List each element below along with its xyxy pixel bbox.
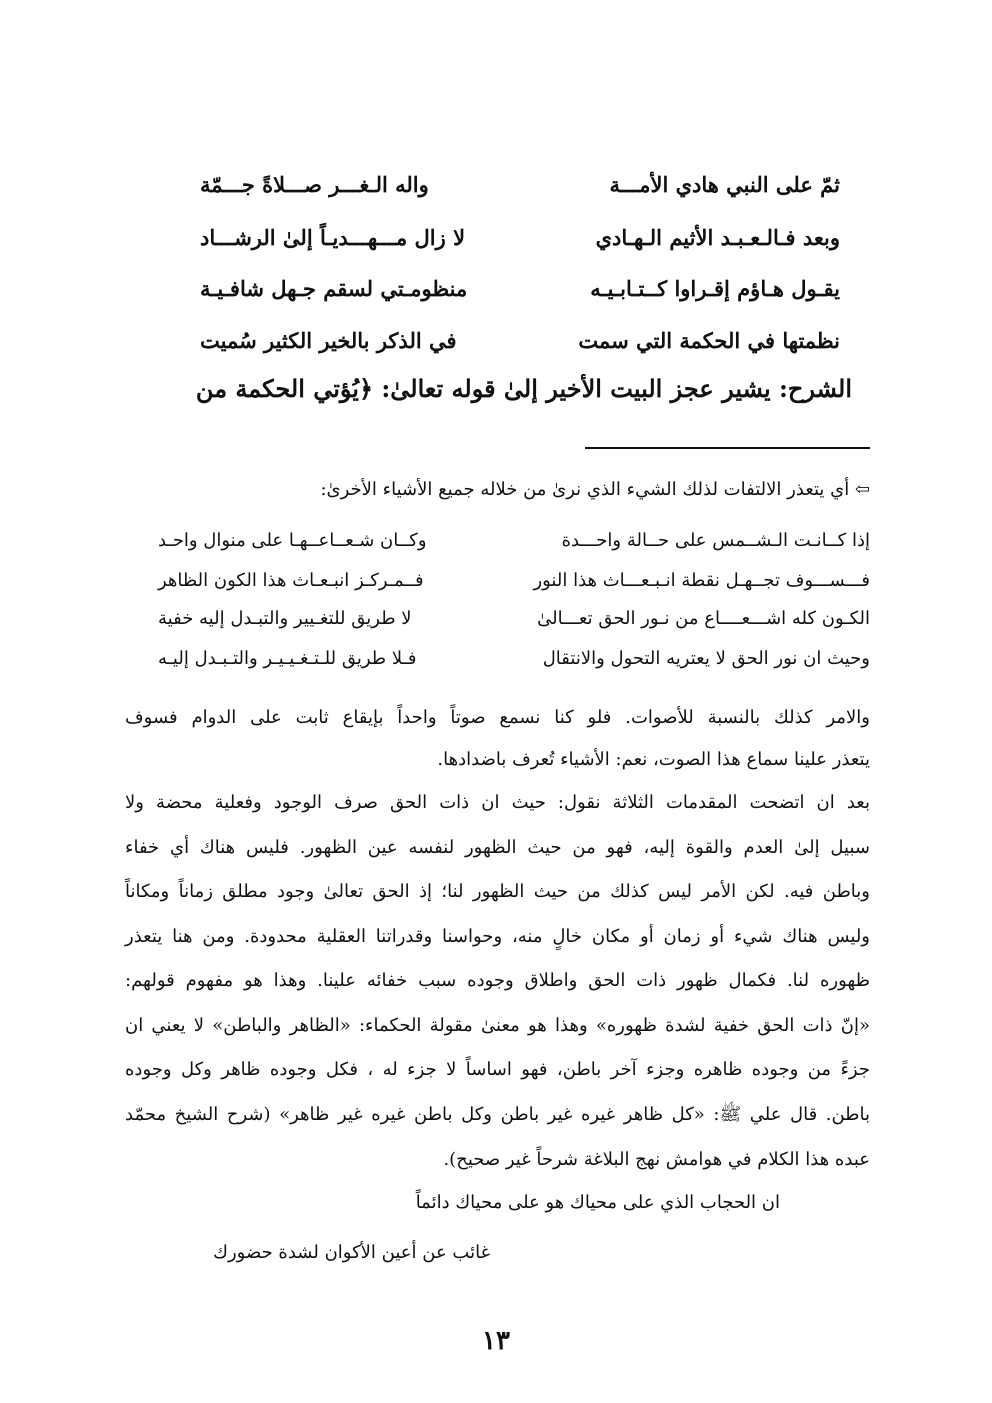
footnote-couplet-3 <box>158 598 870 638</box>
footnote-separator <box>585 447 870 449</box>
poem-couplet-2 <box>200 217 840 257</box>
footnote-hemistich-right: فـــســـوف تجــهـل نقطة انـبـعـــاث هذا النور <box>533 569 870 591</box>
footnote-hemistich-right: وحيث ان نور الحق لا يعتريه التحول والانتقال <box>542 647 870 669</box>
footnote-couplet-4 <box>158 638 870 678</box>
footnote-hemistich-left: لا طريق للتغـيير والتبـدل إليه خفية <box>158 607 412 629</box>
closing-verse-first: ان الحجاب الذي على محياك هو على محياك دائماً <box>415 1192 780 1213</box>
poem-hemistich-left: واله الـغـــر صـــلاةً جـــمّة <box>200 171 429 197</box>
footnote-hemistich-left: وكــان شـعــاعــهـا على منوال واحـد <box>158 529 427 551</box>
footnote-paragraph-line: والامر كذلك بالنسبة للأصوات. فلو كنا نسمع صوتاً واحداً بإيقاع ثابت على الدوام فسوف <box>125 707 870 728</box>
footnote-paragraph-line: وباطن فيه. لكن الأمر ليس كذلك من حيث الظهور لنا؛ إذ الحق تعالىٰ وجود مطلق زماناً ومكاناً <box>125 881 870 902</box>
footnote-paragraph-line: «إنّ ذات الحق خفية لشدة ظهوره» وهذا هو معنىٰ مقولة الحكماء: «الظاهر والباطن» لا يعني ان <box>125 1015 870 1036</box>
poem-couplet-1 <box>200 164 840 204</box>
footnote-couplet-1 <box>158 520 870 560</box>
footnote-paragraph-line: وليس هناك شيء أو زمان أو مكان خالٍ منه، وحواسنا وقدراتنا العقلية محدودة. ومن هنا يتعذر <box>125 926 870 947</box>
poem-couplet-4 <box>200 320 840 360</box>
poem-couplet-3 <box>200 268 840 308</box>
footnote-paragraph-line: سبيل إلىٰ العدم والقوة إليه، فهو من حيث الظهور لنفسه عين الظهور. فليس هناك أي خفاء <box>125 837 870 858</box>
footnote-hemistich-right: الكـون كله اشـــعــــاع من نـور الحق تعـــالىٰ <box>537 607 870 629</box>
footnote-hemistich-left: فـلا طريق للـتـغـيـيـر والتـبـدل إليـه <box>158 647 417 669</box>
footnote-hemistich-right: إذا كــانـت الـشــمس على حــالة واحـــدة <box>561 529 870 551</box>
footnote-paragraph-line: ظهوره لنا. فكمال ظهور ذات الحق واطلاق وجوده سبب خفائه علينا. وهذا هو مفهوم قولهم: <box>125 970 870 991</box>
footnote-paragraph-line: يتعذر علينا سماع هذا الصوت، نعم: الأشياء تُعرف باضدادها. <box>437 749 870 770</box>
footnote-paragraph-line: عبده هذا الكلام في هوامش نهج البلاغة شرحاً غير صحيح). <box>443 1149 870 1170</box>
commentary-line: الشرح: يشير عجز البيت الأخير إلىٰ قوله تعالىٰ: ﴿يُؤتي الحكمة من <box>195 374 852 403</box>
poem-hemistich-left: لا زال مـــهـــديـاً إلىٰ الرشـــاد <box>200 224 466 250</box>
poem-hemistich-left: في الذكر بالخير الكثير سُميت <box>200 327 457 353</box>
poem-hemistich-left: منظومـتي لسقم جـهل شافـيـة <box>200 275 468 301</box>
poem-hemistich-right: ثمّ على النبي هادي الأمـــة <box>609 171 840 197</box>
poem-hemistich-right: وبعد فـالـعـبـد الأثيم الـهـادي <box>595 224 840 250</box>
footnote-intro: ⇦ أي يتعذر الالتفات لذلك الشيء الذي نرىٰ من خلاله جميع الأشياء الأخرىٰ: <box>320 479 870 500</box>
footnote-paragraph-line: باطن. قال علي ﷺ: «كل ظاهر غيره غير باطن وكل باطن غيره غير ظاهر» (شرح الشيخ محمّد <box>125 1104 870 1125</box>
footnote-paragraph-line: جزءً من وجوده ظاهره وجزء آخر باطن، فهو اساساً لا جزء له ، فكل وجوده ظاهر وكل وجوده <box>125 1059 870 1080</box>
poem-hemistich-right: نظمتها في الحكمة التي سمت <box>578 327 840 353</box>
closing-verse-second: غائب عن أعين الأكوان لشدة حضورك <box>213 1242 490 1263</box>
poem-hemistich-right: يقـول هـاؤم إقـراوا كــتـابـيـه <box>590 275 840 301</box>
footnote-paragraph-line: بعد ان اتضحت المقدمات الثلاثة نقول: حيث ان ذات الحق صرف الوجود وفعلية محضة ولا <box>125 792 870 813</box>
page-number: ١٣ <box>482 1326 510 1356</box>
footnote-couplet-2 <box>158 560 870 600</box>
footnote-hemistich-left: فــمـركـز انبـعـاث هذا الكون الظاهر <box>158 569 424 591</box>
